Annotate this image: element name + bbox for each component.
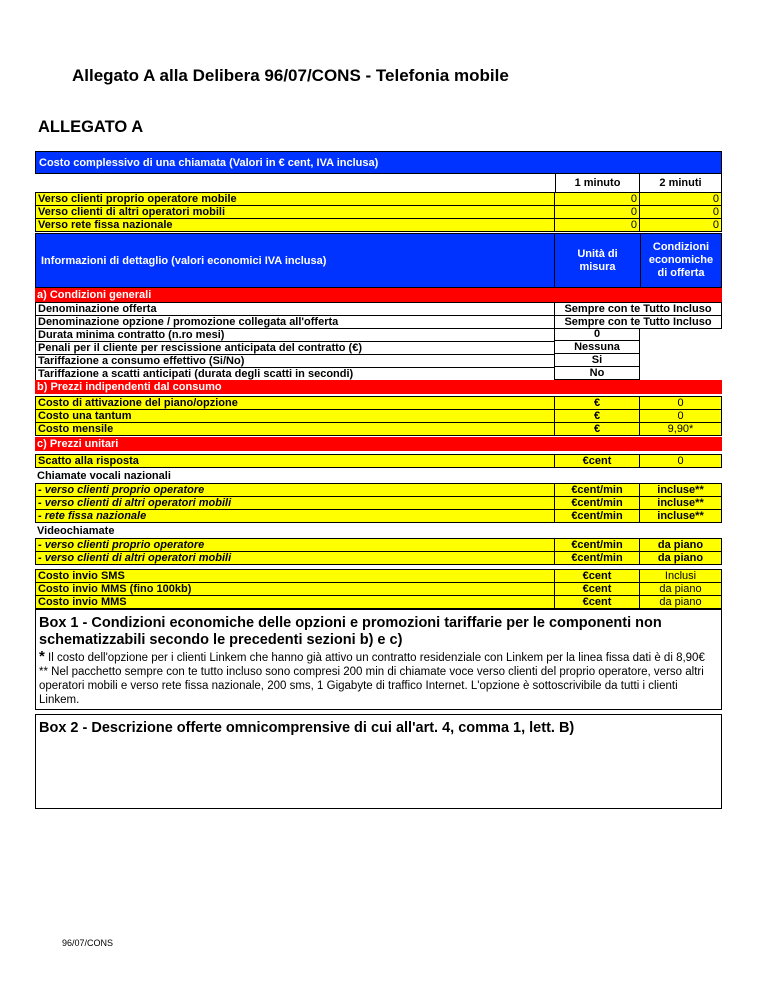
value: 0 bbox=[640, 397, 721, 410]
section-b-row-label: Costo mensile bbox=[36, 423, 554, 436]
msg-row-label: Costo invio MMS (fino 100kb) bbox=[36, 583, 554, 596]
section-a-row-label: Tariffazione a scatti anticipati (durata degli scatti in secondi) bbox=[36, 368, 554, 381]
col-2-minutes: 2 minuti bbox=[640, 174, 722, 192]
box-2 bbox=[35, 714, 722, 809]
msg-values bbox=[640, 569, 722, 609]
detail-header-conditions: Condizioni economiche di offerta bbox=[640, 233, 722, 288]
scatto-label-wrap bbox=[35, 454, 555, 468]
scatto-value-wrap bbox=[640, 454, 722, 468]
video-units bbox=[555, 538, 640, 565]
min-duration: 0 bbox=[555, 328, 639, 341]
cost-labels bbox=[35, 192, 555, 232]
unit: € bbox=[555, 397, 639, 410]
voice-title: Chiamate vocali nazionali bbox=[37, 470, 171, 482]
section-a-row-label: Tariffazione a consumo effettivo (Si/No) bbox=[36, 355, 554, 368]
section-b-row-label: Costo di attivazione del piano/opzione bbox=[36, 397, 554, 410]
msg-row-label: Costo invio MMS bbox=[36, 596, 554, 609]
msg-units bbox=[555, 569, 640, 609]
video-labels bbox=[35, 538, 555, 565]
section-a-values-wide bbox=[555, 302, 722, 329]
value: incluse** bbox=[640, 484, 721, 497]
unit: €cent bbox=[555, 455, 639, 468]
section-a-values bbox=[555, 328, 640, 380]
section-b-title: b) Prezzi indipendenti dal consumo bbox=[35, 380, 722, 394]
cost-value: 0 bbox=[640, 193, 721, 206]
col-1-minute: 1 minuto bbox=[555, 174, 640, 192]
unit: €cent bbox=[555, 570, 639, 583]
effective-billing: Si bbox=[555, 354, 639, 367]
section-b-row-label: Costo una tantum bbox=[36, 410, 554, 423]
voice-values bbox=[640, 483, 722, 523]
value: da piano bbox=[640, 552, 721, 565]
value: 0 bbox=[640, 410, 721, 423]
value: 0 bbox=[640, 455, 721, 468]
video-row-label: - verso clienti di altri operatori mobili bbox=[36, 552, 554, 565]
unit: €cent bbox=[555, 583, 639, 596]
page-subtitle: ALLEGATO A bbox=[38, 118, 144, 136]
voice-units bbox=[555, 483, 640, 523]
page-title: Allegato A alla Delibera 96/07/CONS - Telefonia mobile bbox=[72, 66, 509, 85]
box-1 bbox=[35, 608, 722, 710]
option-name: Sempre con te Tutto Incluso bbox=[555, 316, 721, 329]
unit: €cent bbox=[555, 596, 639, 609]
value: incluse** bbox=[640, 510, 721, 523]
cost-value: 0 bbox=[555, 219, 639, 232]
voice-row-label: - rete fissa nazionale bbox=[36, 510, 554, 523]
box-1-title-line-1: Box 1 - Condizioni economiche delle opzioni e promozioni tariffarie per le componenti non bbox=[39, 615, 662, 631]
voice-labels bbox=[35, 483, 555, 523]
value: da piano bbox=[640, 539, 721, 552]
cost-section-header: Costo complessivo di una chiamata (Valori in € cent, IVA inclusa) bbox=[35, 151, 722, 174]
box-2-title: Box 2 - Descrizione offerte omnicomprensive di cui all'art. 4, comma 1, lett. B) bbox=[39, 720, 575, 736]
value: da piano bbox=[640, 583, 721, 596]
unit: €cent/min bbox=[555, 497, 639, 510]
unit: €cent/min bbox=[555, 552, 639, 565]
value: 9,90* bbox=[640, 423, 721, 436]
unit: € bbox=[555, 423, 639, 436]
section-a-labels bbox=[35, 302, 555, 381]
value: Inclusi bbox=[640, 570, 721, 583]
unit: € bbox=[555, 410, 639, 423]
advance-billing: No bbox=[555, 367, 639, 380]
box-1-note-2: ** Nel pacchetto sempre con te tutto incluso sono compresi 200 min di chiamate voce verso clienti del proprio operatore, verso altri operatori mobili e verso rete fissa nazionale, 200 sms, 1 Gigabyte di traffico Internet. L'opzione è sottoscrivibile da tutti i clienti Linkem. bbox=[39, 666, 704, 706]
cost-value: 0 bbox=[555, 206, 639, 219]
cost-value: 0 bbox=[640, 206, 721, 219]
section-a-row-label: Denominazione offerta bbox=[36, 303, 554, 316]
value: da piano bbox=[640, 596, 721, 609]
scatto-unit-wrap bbox=[555, 454, 640, 468]
cost-value: 0 bbox=[555, 193, 639, 206]
video-title: Videochiamate bbox=[37, 525, 115, 537]
voice-row-label: - verso clienti proprio operatore bbox=[36, 484, 554, 497]
cost-row-label: Verso clienti di altri operatori mobili bbox=[36, 206, 554, 219]
penalties: Nessuna bbox=[555, 341, 639, 354]
msg-labels bbox=[35, 569, 555, 609]
box-1-note-1 bbox=[39, 650, 718, 665]
section-a-row-label: Penali per il cliente per rescissione anticipata del contratto (€) bbox=[36, 342, 554, 355]
cost-row-label: Verso rete fissa nazionale bbox=[36, 219, 554, 232]
unit: €cent/min bbox=[555, 539, 639, 552]
section-c-title: c) Prezzi unitari bbox=[35, 437, 722, 451]
section-a-title: a) Condizioni generali bbox=[35, 288, 722, 302]
cost-row-label: Verso clienti proprio operatore mobile bbox=[36, 193, 554, 206]
detail-header-unit: Unità di misura bbox=[555, 233, 640, 288]
value: incluse** bbox=[640, 497, 721, 510]
cost-values-1 bbox=[555, 192, 640, 232]
box-1-title bbox=[39, 615, 718, 649]
msg-row-label: Costo invio SMS bbox=[36, 570, 554, 583]
unit: €cent/min bbox=[555, 484, 639, 497]
offer-name: Sempre con te Tutto Incluso bbox=[555, 303, 721, 316]
cost-values-2 bbox=[640, 192, 722, 232]
video-values bbox=[640, 538, 722, 565]
detail-header-label: Informazioni di dettaglio (valori economici IVA inclusa) bbox=[35, 233, 555, 288]
section-b-units bbox=[555, 396, 640, 436]
unit: €cent/min bbox=[555, 510, 639, 523]
video-row-label: - verso clienti proprio operatore bbox=[36, 539, 554, 552]
section-a-row-label: Denominazione opzione / promozione collegata all'offerta bbox=[36, 316, 554, 329]
box-1-note-1-text: Il costo dell'opzione per i clienti Linkem che hanno già attivo un contratto residenziale con Linkem per la linea fissa dati è di 8,90€ bbox=[44, 652, 705, 664]
page-footer: 96/07/CONS bbox=[62, 938, 114, 948]
box-1-star: * bbox=[39, 648, 45, 665]
voice-row-label: - verso clienti di altri operatori mobili bbox=[36, 497, 554, 510]
box-1-title-line-2: schematizzabili secondo le precedenti sezioni b) e c) bbox=[39, 632, 403, 648]
section-b-values bbox=[640, 396, 722, 436]
cost-value: 0 bbox=[640, 219, 721, 232]
scatto-label: Scatto alla risposta bbox=[36, 455, 554, 468]
section-a-row-label: Durata minima contratto (n.ro mesi) bbox=[36, 329, 554, 342]
section-b-labels bbox=[35, 396, 555, 436]
